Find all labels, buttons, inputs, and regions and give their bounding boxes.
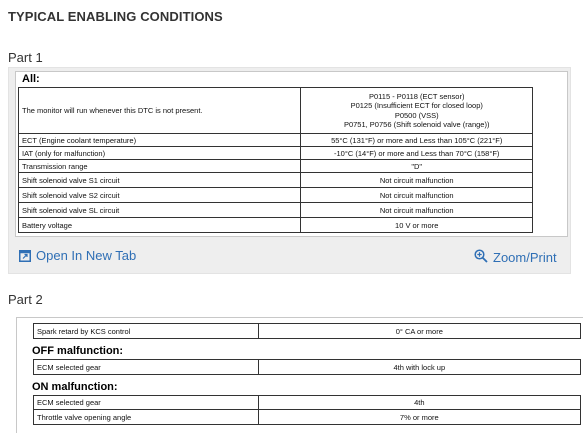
value-line: P0500 (VSS): [394, 110, 439, 120]
table-row: [19, 160, 533, 173]
part2-top-table: [33, 323, 581, 339]
table-cell-value: 55°C (131°F) or more and Less than 105°C (221°F): [301, 134, 533, 147]
table-cell-item: ECT (Engine coolant temperature): [19, 134, 301, 147]
part1-panel: [8, 67, 571, 274]
open-new-tab-icon: [19, 250, 31, 262]
table-cell-item: Battery voltage: [19, 218, 301, 233]
table-cell-value: Not circuit malfunction: [301, 173, 533, 188]
table-row: [34, 410, 581, 425]
table-cell-value: -10°C (14°F) or more and Less than 70°C (158°F): [301, 147, 533, 160]
table-cell-item: Spark retard by KCS control: [34, 324, 259, 339]
part2-panel: [16, 317, 583, 433]
table-row: [19, 173, 533, 188]
table-row: [19, 188, 533, 203]
table-row: [34, 324, 581, 339]
table-row: [19, 218, 533, 233]
table-cell-item: Throttle valve opening angle: [34, 410, 259, 425]
table-cell-item: Shift solenoid valve SL circuit: [19, 203, 301, 218]
on-malfunction-heading: ON malfunction:: [32, 381, 118, 393]
table-cell-item: Shift solenoid valve S1 circuit: [19, 173, 301, 188]
table-cell-value: 4th: [258, 396, 580, 410]
table-cell-value: "D": [301, 160, 533, 173]
table-cell-item: Shift solenoid valve S2 circuit: [19, 188, 301, 203]
zoom-print-label: Zoom/Print: [493, 250, 557, 265]
open-in-new-tab-link[interactable]: [19, 248, 136, 263]
part1-spec-table: [18, 87, 533, 233]
zoom-print-link[interactable]: [474, 246, 557, 265]
table-cell-value: Not circuit malfunction: [301, 203, 533, 218]
part2-on-table: [33, 395, 581, 425]
value-line: P0751, P0756 (Shift solenoid valve (range)): [343, 120, 490, 129]
table-row: [34, 396, 581, 410]
table-cell-value: 4th with lock up: [258, 360, 580, 375]
table-cell-item: Transmission range: [19, 160, 301, 173]
part1-actions: [9, 246, 570, 268]
open-in-new-tab-label: Open In New Tab: [36, 248, 137, 263]
table-row: [34, 360, 581, 375]
table-cell-item: IAT (only for malfunction): [19, 147, 301, 160]
part1-table-frame: [15, 71, 568, 237]
part1-label: Part 1: [8, 50, 43, 65]
table-row: [19, 134, 533, 147]
off-malfunction-heading: OFF malfunction:: [32, 345, 124, 357]
page-title: TYPICAL ENABLING CONDITIONS: [8, 9, 223, 24]
table-row: [19, 203, 533, 218]
value-line: P0115 - P0118 (ECT sensor): [368, 91, 465, 101]
table-row: [19, 147, 533, 160]
table-cell-value: [301, 88, 533, 134]
table-cell-value: 7% or more: [258, 410, 580, 425]
part2-label: Part 2: [8, 292, 43, 307]
table-cell-item: The monitor will run whenever this DTC is not present.: [19, 88, 301, 134]
table-cell-item: ECM selected gear: [34, 360, 259, 375]
part1-heading: All:: [22, 73, 40, 85]
table-cell-value: 0° CA or more: [258, 324, 580, 339]
value-line: P0125 (Insufficient ECT for closed loop): [350, 101, 483, 110]
table-cell-item: ECM selected gear: [34, 396, 259, 410]
table-row: [19, 88, 533, 134]
zoom-in-icon: [474, 249, 488, 263]
table-cell-value: 10 V or more: [301, 218, 533, 233]
part2-off-table: [33, 359, 581, 375]
table-cell-value: Not circuit malfunction: [301, 188, 533, 203]
